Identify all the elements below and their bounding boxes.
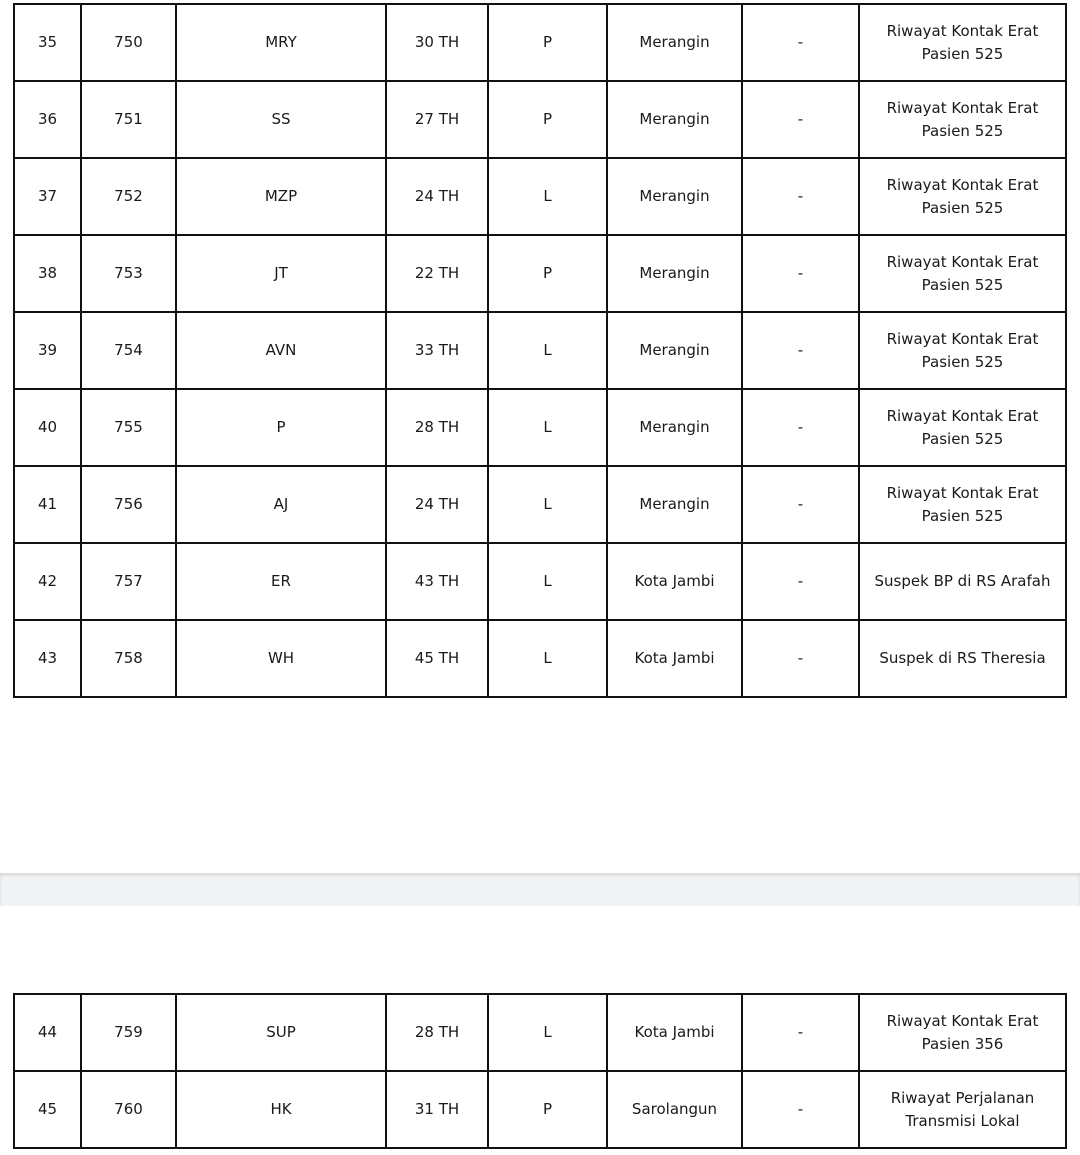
patient-age-cell: 30 TH <box>386 4 488 81</box>
patient-regency-cell: Merangin <box>607 81 742 158</box>
patient-sex-cell: L <box>488 994 607 1071</box>
case-description-cell: Riwayat Kontak Erat Pasien 525 <box>859 81 1066 158</box>
patient-initials-cell: P <box>176 389 386 466</box>
patient-age-cell: 28 TH <box>386 389 488 466</box>
row-number-cell: 38 <box>14 235 81 312</box>
patient-initials-cell: MRY <box>176 4 386 81</box>
patient-sex-cell: P <box>488 4 607 81</box>
case-description-cell: Suspek di RS Theresia <box>859 620 1066 697</box>
patient-sex-cell: P <box>488 81 607 158</box>
patient-age-cell: 45 TH <box>386 620 488 697</box>
row-number-cell: 41 <box>14 466 81 543</box>
patient-sex-cell: L <box>488 312 607 389</box>
case-description-cell: Riwayat Kontak Erat Pasien 356 <box>859 994 1066 1071</box>
patient-regency-cell: Kota Jambi <box>607 543 742 620</box>
row-number-cell: 40 <box>14 389 81 466</box>
patient-initials-cell: SUP <box>176 994 386 1071</box>
row-number-cell: 45 <box>14 1071 81 1148</box>
patient-age-cell: 24 TH <box>386 158 488 235</box>
patient-regency-cell: Merangin <box>607 158 742 235</box>
patient-initials-cell: MZP <box>176 158 386 235</box>
patient-initials-cell: SS <box>176 81 386 158</box>
patient-sex-cell: P <box>488 1071 607 1148</box>
patient-sex-cell: L <box>488 620 607 697</box>
table-row <box>14 543 1066 620</box>
patient-sex-cell: L <box>488 543 607 620</box>
patient-regency-cell: Kota Jambi <box>607 994 742 1071</box>
patient-regency-cell: Merangin <box>607 4 742 81</box>
table-row <box>14 466 1066 543</box>
empty-marker-cell: - <box>742 235 859 312</box>
table-row <box>14 620 1066 697</box>
empty-marker-cell: - <box>742 543 859 620</box>
table-row <box>14 158 1066 235</box>
empty-marker-cell: - <box>742 466 859 543</box>
table-row <box>14 235 1066 312</box>
patient-age-cell: 33 TH <box>386 312 488 389</box>
table-row <box>14 4 1066 81</box>
table-row <box>14 81 1066 158</box>
table-row <box>14 994 1066 1071</box>
case-description-cell: Suspek BP di RS Arafah <box>859 543 1066 620</box>
row-number-cell: 43 <box>14 620 81 697</box>
patient-initials-cell: ER <box>176 543 386 620</box>
patient-regency-cell: Merangin <box>607 235 742 312</box>
patient-sex-cell: L <box>488 466 607 543</box>
case-number-cell: 751 <box>81 81 176 158</box>
row-number-cell: 35 <box>14 4 81 81</box>
patient-regency-cell: Merangin <box>607 312 742 389</box>
empty-marker-cell: - <box>742 81 859 158</box>
patient-initials-cell: WH <box>176 620 386 697</box>
patient-regency-cell: Merangin <box>607 389 742 466</box>
case-number-cell: 760 <box>81 1071 176 1148</box>
patient-initials-cell: JT <box>176 235 386 312</box>
empty-marker-cell: - <box>742 4 859 81</box>
case-description-cell: Riwayat Kontak Erat Pasien 525 <box>859 4 1066 81</box>
case-description-cell: Riwayat Perjalanan Transmisi Lokal <box>859 1071 1066 1148</box>
case-number-cell: 755 <box>81 389 176 466</box>
patient-sex-cell: P <box>488 235 607 312</box>
row-number-cell: 44 <box>14 994 81 1071</box>
empty-marker-cell: - <box>742 620 859 697</box>
patient-age-cell: 22 TH <box>386 235 488 312</box>
case-description-cell: Riwayat Kontak Erat Pasien 525 <box>859 466 1066 543</box>
patient-age-cell: 43 TH <box>386 543 488 620</box>
empty-marker-cell: - <box>742 158 859 235</box>
case-number-cell: 759 <box>81 994 176 1071</box>
patient-age-cell: 28 TH <box>386 994 488 1071</box>
case-number-cell: 757 <box>81 543 176 620</box>
patient-sex-cell: L <box>488 389 607 466</box>
patient-regency-cell: Sarolangun <box>607 1071 742 1148</box>
case-description-cell: Riwayat Kontak Erat Pasien 525 <box>859 312 1066 389</box>
empty-marker-cell: - <box>742 312 859 389</box>
case-description-cell: Riwayat Kontak Erat Pasien 525 <box>859 389 1066 466</box>
case-description-cell: Riwayat Kontak Erat Pasien 525 <box>859 158 1066 235</box>
row-number-cell: 42 <box>14 543 81 620</box>
case-number-cell: 753 <box>81 235 176 312</box>
patient-initials-cell: AJ <box>176 466 386 543</box>
case-number-cell: 758 <box>81 620 176 697</box>
table-row <box>14 312 1066 389</box>
patient-initials-cell: HK <box>176 1071 386 1148</box>
empty-marker-cell: - <box>742 389 859 466</box>
table-row <box>14 389 1066 466</box>
patient-table-page-1 <box>13 3 1067 698</box>
patient-regency-cell: Kota Jambi <box>607 620 742 697</box>
empty-marker-cell: - <box>742 994 859 1071</box>
patient-initials-cell: AVN <box>176 312 386 389</box>
case-number-cell: 750 <box>81 4 176 81</box>
patient-sex-cell: L <box>488 158 607 235</box>
case-description-cell: Riwayat Kontak Erat Pasien 525 <box>859 235 1066 312</box>
patient-age-cell: 31 TH <box>386 1071 488 1148</box>
row-number-cell: 39 <box>14 312 81 389</box>
patient-regency-cell: Merangin <box>607 466 742 543</box>
row-number-cell: 37 <box>14 158 81 235</box>
case-number-cell: 752 <box>81 158 176 235</box>
patient-age-cell: 24 TH <box>386 466 488 543</box>
table-row <box>14 1071 1066 1148</box>
patient-table-page-2 <box>13 993 1067 1149</box>
page-separator <box>0 873 1080 906</box>
empty-marker-cell: - <box>742 1071 859 1148</box>
patient-age-cell: 27 TH <box>386 81 488 158</box>
case-number-cell: 754 <box>81 312 176 389</box>
row-number-cell: 36 <box>14 81 81 158</box>
case-number-cell: 756 <box>81 466 176 543</box>
